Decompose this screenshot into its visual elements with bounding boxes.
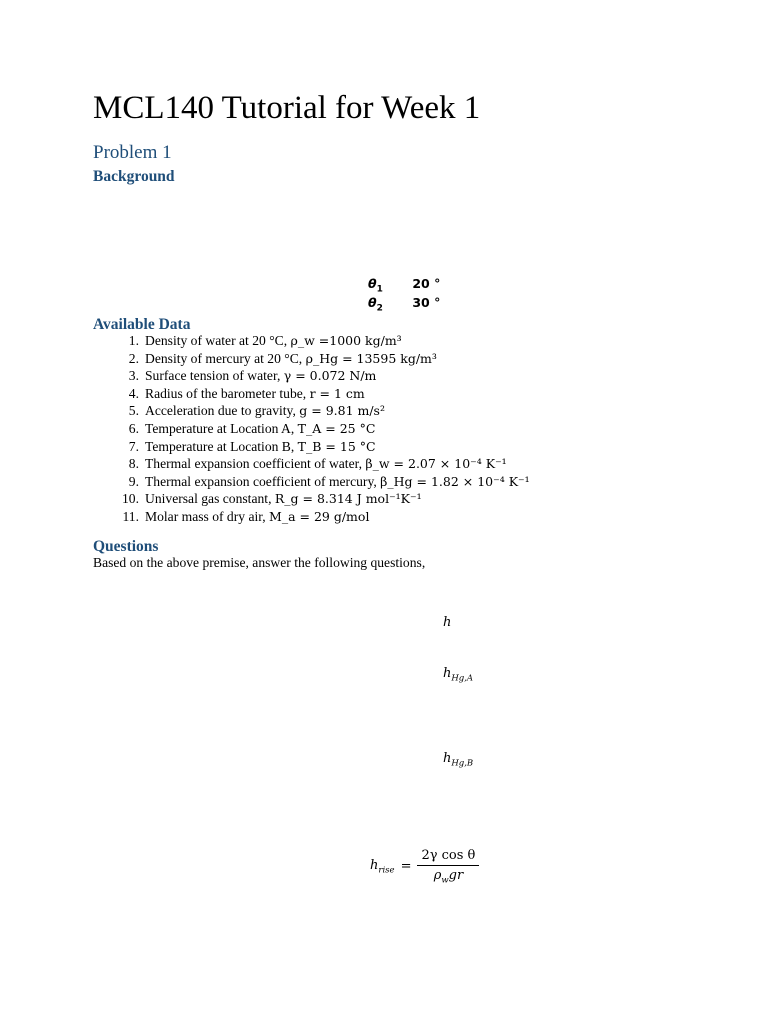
data-item: 10. Universal gas constant, R_g = 8.314 J mol⁻¹K⁻¹ xyxy=(122,491,422,507)
background-heading: Background xyxy=(93,168,175,185)
data-item: 1. Density of water at 20 °C, ρ_w =1000 kg/m³ xyxy=(128,333,402,348)
data-item: 8. Thermal expansion coefficient of water, β_w = 2.07 × 10⁻⁴ K⁻¹ xyxy=(128,456,507,472)
data-item: 6. Temperature at Location A, T_A = 25 °C xyxy=(128,420,376,436)
document-title: MCL140 Tutorial for Week 1 xyxy=(93,90,481,126)
symbol-h: h xyxy=(443,615,452,630)
angle-row-1: $\theta_1$ 20 ° xyxy=(368,276,441,295)
angle-value-2: 30 ° xyxy=(412,295,441,310)
problem-heading: Problem 1 xyxy=(93,142,172,163)
available-data-heading: Available Data xyxy=(93,316,191,333)
data-item: 5. Acceleration due to gravity, g = 9.81 m/s² xyxy=(128,403,385,419)
data-item: 2. Density of mercury at 20 °C, ρ_Hg = 13595 kg/m³ xyxy=(128,350,437,366)
data-item: 3. Surface tension of water, γ = 0.072 N/m xyxy=(128,368,377,384)
symbol-h-hg-a: $h_{Hg,A}$ xyxy=(443,666,474,684)
data-item: 4. Radius of the barometer tube, r = 1 cm xyxy=(128,385,365,401)
available-data-list xyxy=(93,332,530,526)
angle-row-2: $\theta_2$ 30 ° xyxy=(368,295,441,314)
questions-heading: Questions xyxy=(93,538,159,555)
formula-denominator: $\rho_wgr$ xyxy=(433,868,464,886)
questions-intro: Based on the above premise, answer the following questions, xyxy=(93,555,426,570)
formula-numerator: 2γ cos θ xyxy=(417,848,479,866)
symbol-h-hg-b: $h_{Hg,B}$ xyxy=(443,751,474,769)
angle-value-1: 20 ° xyxy=(412,276,441,291)
data-item: 7. Temperature at Location B, T_B = 15 °C xyxy=(128,438,376,454)
angle-table xyxy=(368,274,440,312)
data-item: 9. Thermal expansion coefficient of mercury, β_Hg = 1.82 × 10⁻⁴ K⁻¹ xyxy=(128,473,530,489)
capillary-rise-formula: $h_{rise}$ = $\frac{\text{2γ cos θ}}{\rho_wgr}$ xyxy=(370,848,479,886)
data-item: 11. Molar mass of dry air, M_a = 29 g/mol xyxy=(122,508,370,524)
